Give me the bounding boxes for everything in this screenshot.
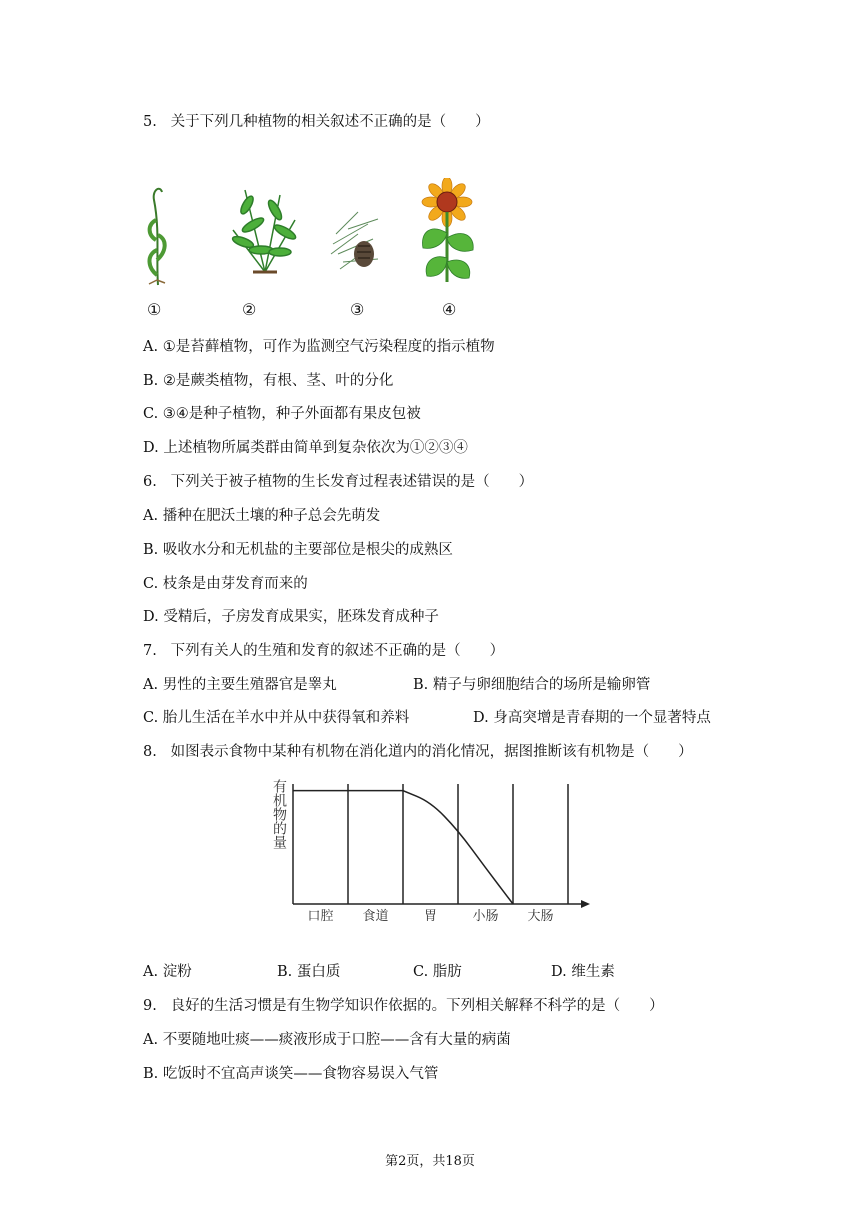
chart-categories xyxy=(307,908,553,924)
plant-label-2: ② xyxy=(242,300,257,319)
chart-category-label: 食道 xyxy=(362,909,389,924)
plant-label-4: ④ xyxy=(442,300,457,319)
q5-option-d: D. 上述植物所属类群由简单到复杂依次为①②③④ xyxy=(143,440,468,456)
q8-option-c: C. 脂肪 xyxy=(413,964,462,980)
sunflower-plant-image xyxy=(415,178,479,284)
q6-option-b: B. 吸收水分和无机盐的主要部位是根尖的成熟区 xyxy=(143,542,453,558)
plant-label-1: ① xyxy=(147,300,162,319)
q7-option-a: A. 男性的主要生殖器官是睾丸 xyxy=(143,677,337,693)
q6-stem: 6. 下列关于被子植物的生长发育过程表述错误的是（ ） xyxy=(143,474,534,490)
q5-option-a: A. ①是苔藓植物，可作为监测空气污染程度的指示植物 xyxy=(143,339,495,355)
q7-option-c: C. 胎儿生活在羊水中并从中获得氧和养料 xyxy=(143,710,410,726)
q9-option-a: A. 不要随地吐痰——痰液形成于口腔——含有大量的病菌 xyxy=(143,1032,511,1048)
chart-category-label: 口腔 xyxy=(307,909,334,924)
q7-stem: 7. 下列有关人的生殖和发育的叙述不正确的是（ ） xyxy=(143,643,505,659)
q8-stem: 8. 如图表示食物中某种有机物在消化道内的消化情况，据图推断该有机物是（ ） xyxy=(143,744,693,760)
page-footer: 第2页，共18页 xyxy=(385,1154,475,1169)
pine-plant-image xyxy=(328,204,384,276)
chart-category-label: 胃 xyxy=(423,909,438,924)
q5-option-c: C. ③④是种子植物，种子外面都有果皮包被 xyxy=(143,406,421,422)
q7-option-d: D. 身高突增是青春期的一个显著特点 xyxy=(473,710,711,726)
q5-stem: 5. 关于下列几种植物的相关叙述不正确的是（ ） xyxy=(143,114,490,130)
q6-option-d: D. 受精后，子房发育成果实，胚珠发育成种子 xyxy=(143,609,439,625)
chart-category-label: 小肠 xyxy=(472,909,499,924)
chart-ylabel: 有机物的量 xyxy=(271,779,287,849)
q7-option-b: B. 精子与卵细胞结合的场所是输卵管 xyxy=(413,677,651,693)
chart-axes xyxy=(293,784,590,908)
q8-option-b: B. 蛋白质 xyxy=(277,964,341,980)
q9-option-b: B. 吃饭时不宜高声谈笑——食物容易误入气管 xyxy=(143,1066,439,1082)
q5-option-b: B. ②是蕨类植物，有根、茎、叶的分化 xyxy=(143,373,394,389)
fern-plant-image xyxy=(225,180,305,278)
q6-option-c: C. 枝条是由芽发育而来的 xyxy=(143,576,308,592)
chart-x-arrow xyxy=(581,900,590,908)
moss-plant-image xyxy=(138,180,178,290)
q8-option-a: A. 淀粉 xyxy=(143,964,192,980)
q6-option-a: A. 播种在肥沃土壤的种子总会先萌发 xyxy=(143,508,381,524)
digestion-chart xyxy=(262,764,592,924)
q9-stem: 9. 良好的生活习惯是有生物学知识作依据的。下列相关解释不科学的是（ ） xyxy=(143,998,664,1014)
plant-label-3: ③ xyxy=(350,300,365,319)
chart-category-label: 大肠 xyxy=(527,909,554,924)
q8-option-d: D. 维生素 xyxy=(551,964,615,980)
